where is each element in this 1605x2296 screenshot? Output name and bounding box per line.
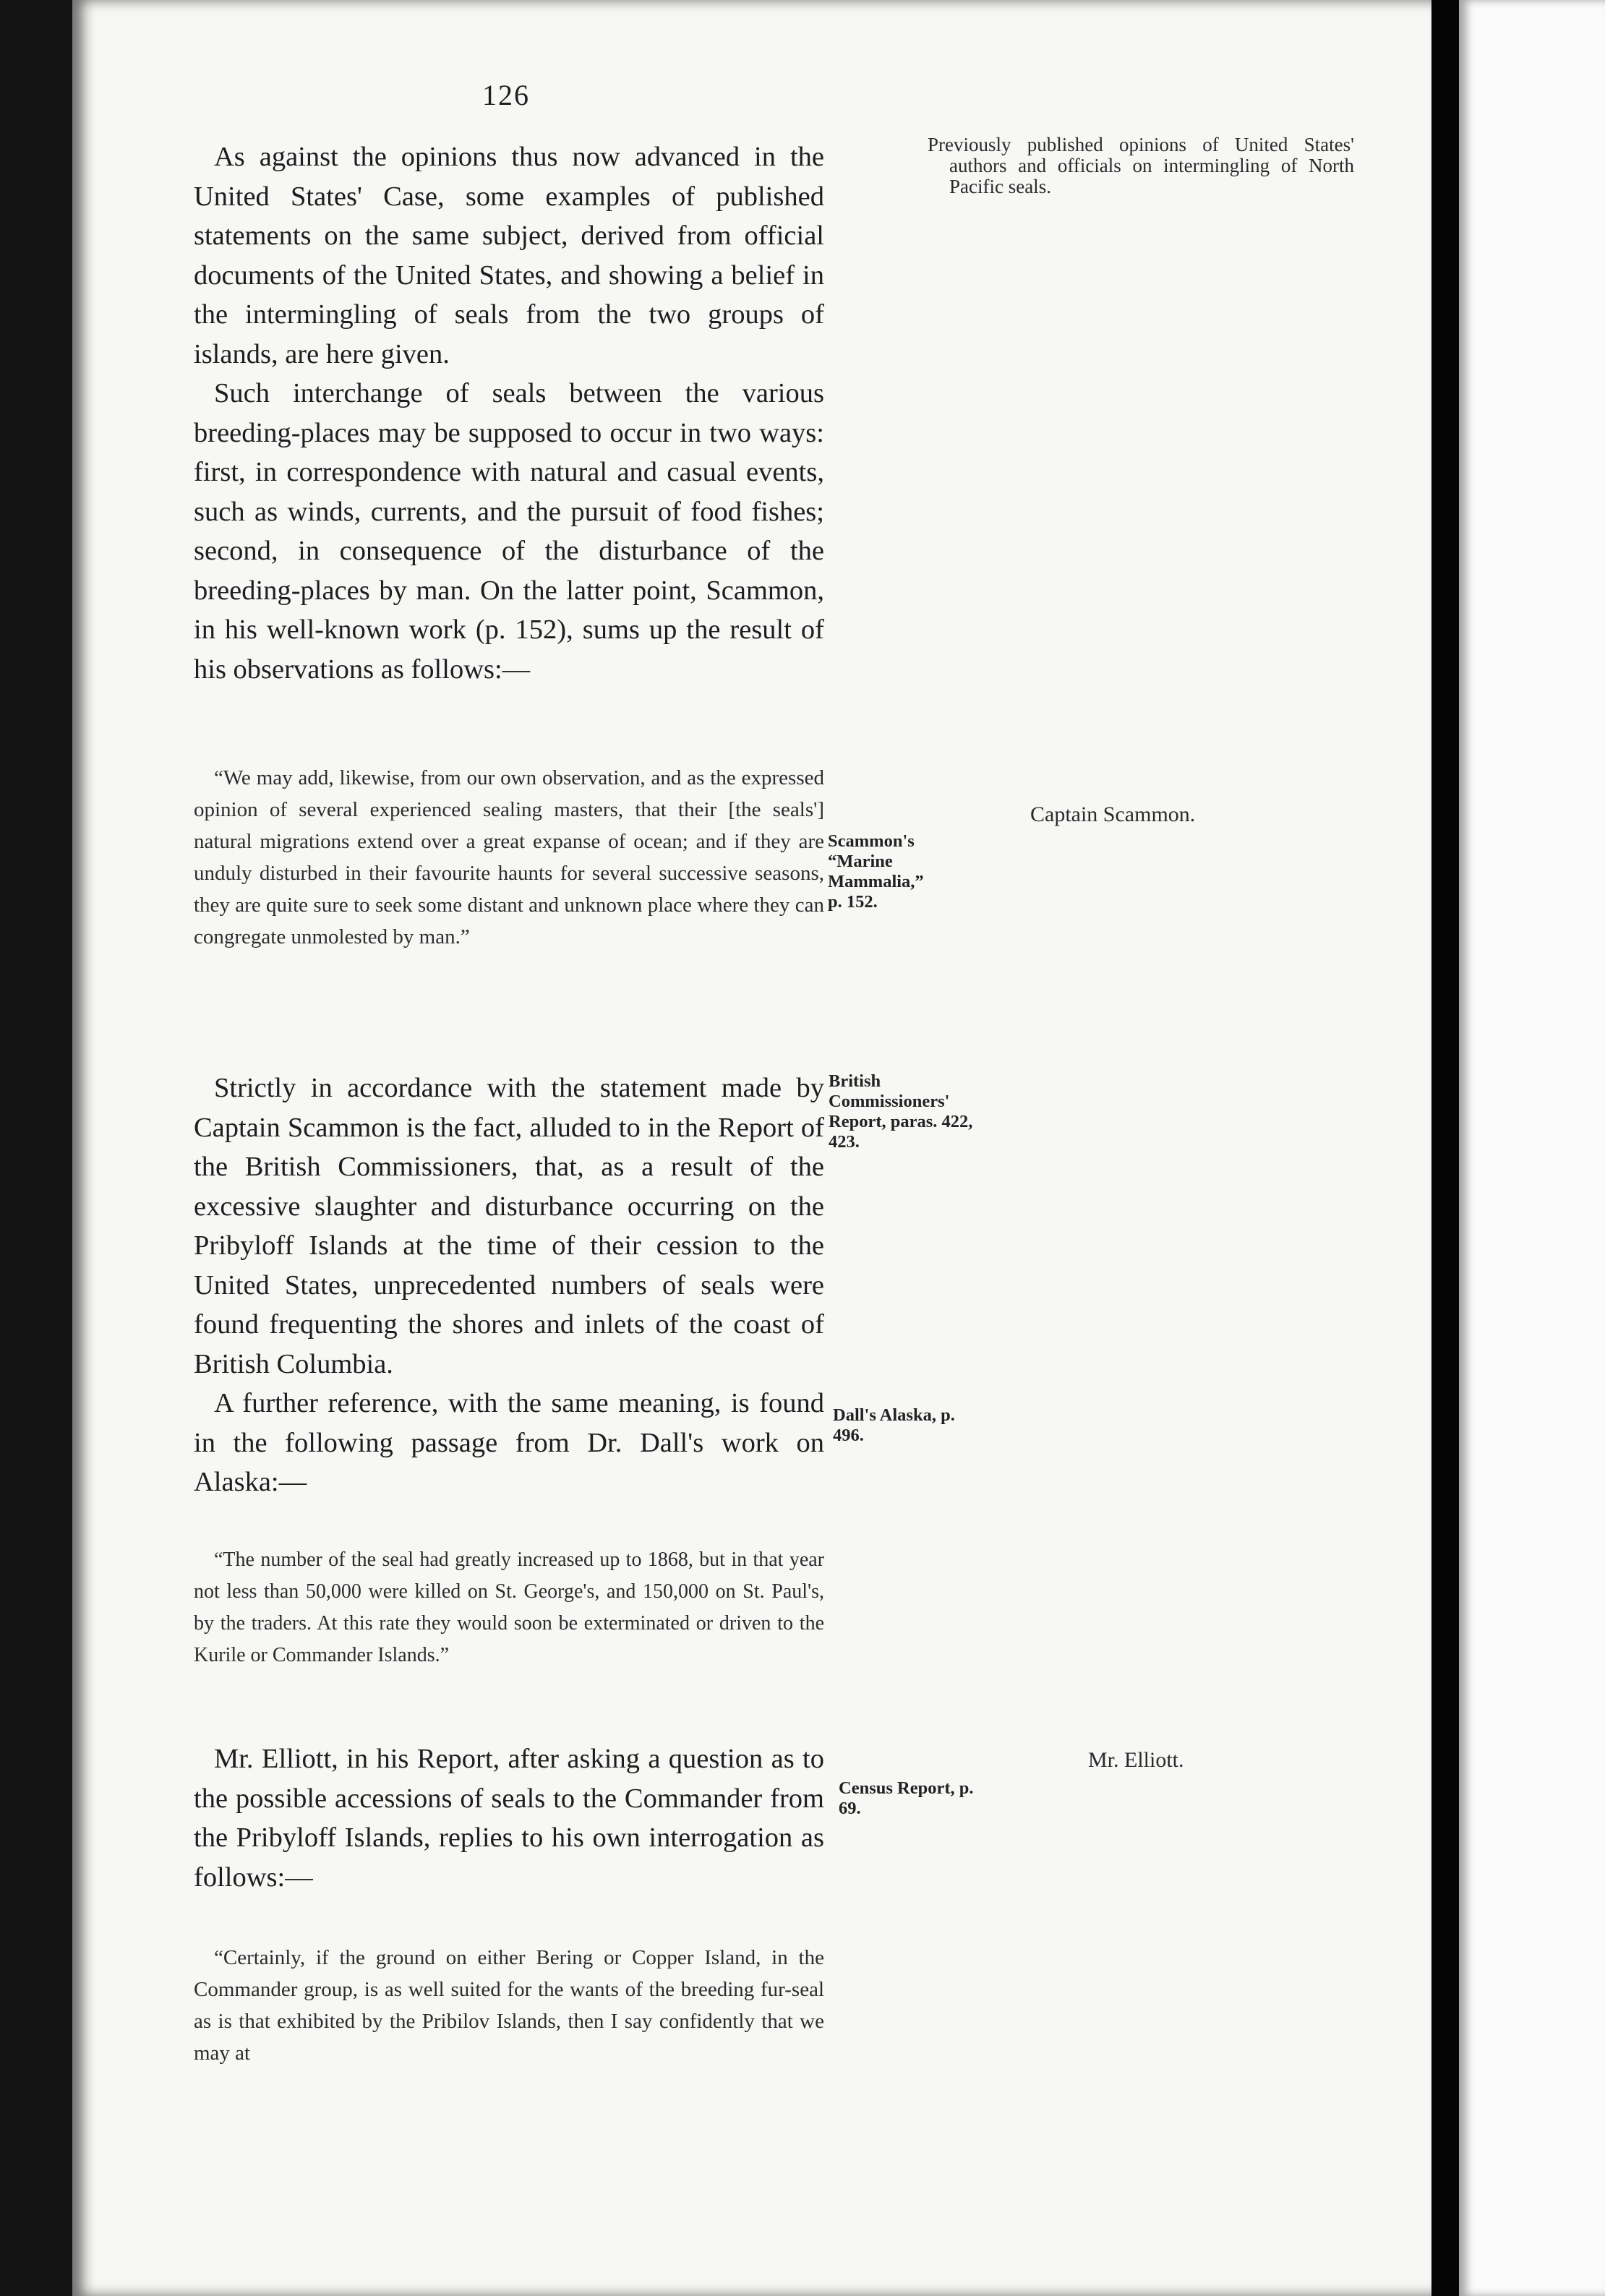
quote-elliott: “Certainly, if the ground on either Bering or Copper Island, in the Commander group, is as well suited for the wants of the breeding fur-seal as is that exhibited by the Pribilov Islands, then I say confidently that we may at: [194, 1946, 824, 2065]
paragraph-british-commissioners: Strictly in accordance with the statement made by Captain Scammon is the fact, alluded to in the Report of the British Commissioners, that, as a result of the excessive slaughter and disturbance occurring on the Pribyloff Islands at the time of their cession to the United States, unprecedented numbers of seals were found frequenting the shores and inlets of the coast of British Columbia.: [194, 1073, 824, 1379]
paragraph-block-3: [194, 1739, 824, 1897]
scan-border-left: [0, 0, 81, 2296]
paragraph-intro: As against the opinions thus now advanced in the United States' Case, some examples of published statements on the same subject, derived from official documents of the United States, and showing a belief in the intermingling of seals from the two groups of islands, are here given.: [194, 142, 824, 369]
paragraph-block-1: [194, 137, 824, 689]
side-note-british-ref: British Commissioners' Report, paras. 422, 423.: [829, 1071, 973, 1152]
paragraph-block-2: [194, 1068, 824, 1502]
quote-dall: “The number of the seal had greatly increased up to 1868, but in that year not less than 50,000 were killed on St. George's, and 150,000 on St. Paul's, by the traders. At this rate they would soon be exterminated or driven to the Kurile or Commander Islands.”: [194, 1548, 824, 1666]
side-note-dall-ref: Dall's Alaska, p. 496.: [833, 1405, 955, 1445]
margin-name-mr-elliott: Mr. Elliott.: [1088, 1748, 1184, 1772]
quote-scammon: “We may add, likewise, from our own observation, and as the expressed opinion of several experienced sealing masters, that their [the seals'] natural migrations extend over a great expanse of ocean; and if they are unduly disturbed in their favourite haunts for several successive seasons, they are quite sure to seek some distant and unknown place where they can congregate unmolested by man.”: [194, 766, 824, 948]
facing-page-edge: [1459, 0, 1605, 2296]
paragraph-dall: A further reference, with the same meaning, is found in the following passage from Dr. Dall's work on Alaska:—: [194, 1388, 824, 1497]
page-number: 126: [482, 79, 530, 111]
side-note-scammon-ref: Scammon's “Marine Mammalia,” p. 152.: [828, 831, 924, 912]
paragraph-elliott: Mr. Elliott, in his Report, after asking a question as to the possible accessions of seals to the Commander from the Pribyloff Islands, replies to his own interrogation as follows:—: [194, 1744, 824, 1893]
marginal-note-previous-opinions: Previously published opinions of United States' authors and officials on intermingling of North Pacific seals.: [928, 134, 1354, 197]
side-note-census-ref: Census Report, p. 69.: [839, 1778, 974, 1818]
margin-name-captain-scammon: Captain Scammon.: [1030, 802, 1196, 826]
paragraph-interchange: Such interchange of seals between the various breeding-places may be supposed to occur in two ways: first, in correspondence with natural and casual events, such as winds, currents, and the pursuit of food fishes; second, in consequence of the disturbance of the breeding-places by man. On the latter point, Scammon, in his well-known work (p. 152), sums up the result of his observations as follows:—: [194, 378, 824, 685]
book-gutter: [1431, 0, 1459, 2296]
